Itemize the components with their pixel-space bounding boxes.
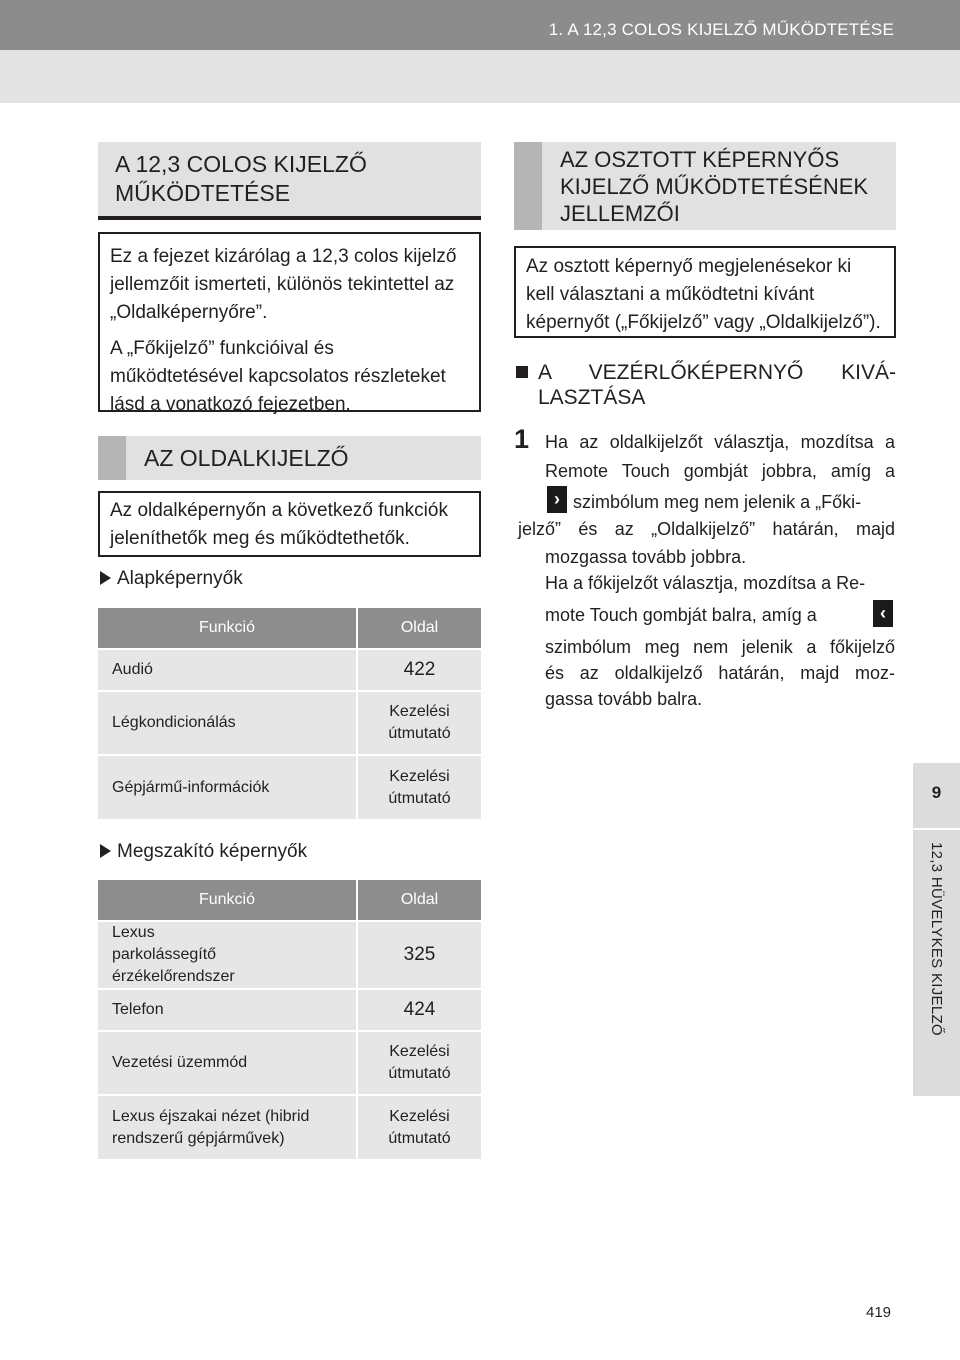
step-line: Remote Touch gombját jobbra, amíg a [545,461,895,481]
table-cell-page: Kezelési útmutató [357,755,481,819]
triangle-bullet-icon [100,571,111,585]
header-bar [0,0,960,50]
page-number: 419 [866,1304,892,1321]
table-cell-function: Légkondicionálás [98,691,357,755]
table-cell-function: Gépjármű-információk [98,755,357,819]
side-display-text: Az oldalképernyőn a következő funkciók jeleníthetők meg és működtethetők. [110,500,448,549]
basic-screens-table [98,608,481,819]
step-line: mote Touch gombját balra, amíg a [545,605,817,625]
chapter-label: 12,3 HÜVELYKES KIJELZŐ [928,842,945,1036]
table-row [98,649,481,691]
step-line: Ha az oldalkijelzőt választja, mozdítsa a [545,432,895,452]
step-line: jelző” és az „Oldalkijelző” határán, majd [518,519,895,539]
step-line: gassa tovább balra. [545,689,703,709]
table-cell-function: Lexus éjszakai nézet (hibrid rendszerű gépjárművek) [98,1095,357,1159]
step-1-text [518,428,895,712]
intro-box [98,232,481,415]
heading-tab [514,142,542,230]
bullet-text: Megszakító képernyők [117,841,308,862]
interrupt-screens-table [98,880,481,1159]
heading-tab [98,436,126,480]
right-chevron-symbol-icon: › [547,486,567,513]
step-line: és az oldalkijelző határán, majd moz- [545,663,895,683]
step-line: szimbólum meg nem jelenik a „Főki- [573,492,862,512]
chapter-label-tab [913,830,960,1096]
square-bullet-icon [516,366,528,378]
side-display-box [98,491,481,557]
table-row [98,921,481,989]
table-row [98,691,481,755]
table-header-function: Funkció [98,880,357,921]
section-heading-side-display [98,436,481,480]
subheading-select-control-screen [516,358,896,388]
split-screen-text: Az osztott képernyő megjelenésekor ki kell választani a működtetni kívánt képernyőt („Főkijelző” vagy „Oldalkijelző”). [526,256,881,333]
left-chevron-symbol-icon: ‹ [873,600,893,627]
bullet-text: Alapképernyők [117,568,243,589]
section-heading-line: AZ OSZTOTT KÉPERNYŐS [560,147,840,172]
table-cell-page: Kezelési útmutató [357,1031,481,1095]
intro-paragraph: A „Főkijelző” funkcióival és működtetésével kapcsolatos részleteket lásd a vonatkozó fejezetben. [110,338,446,415]
section-heading-line: KIJELZŐ MŰKÖDTETÉSÉNEK [560,174,869,199]
table-header-function: Funkció [98,608,357,649]
subheading-line: LASZTÁSA [538,386,646,409]
chapter-number-tab [913,763,960,828]
table-header-page: Oldal [357,880,481,921]
table-header-page: Oldal [357,608,481,649]
section-heading-line: A 12,3 COLOS KIJELZŐ [115,151,367,177]
section-heading-display-operation [98,142,481,220]
table-cell-function: Telefon [98,989,357,1031]
table-cell-function: Lexus parkolássegítő érzékelőrendszer [98,921,357,989]
bullet-interrupt-screens [100,841,307,863]
step-line: mozgassa tovább jobbra. [545,547,747,567]
split-screen-box [514,246,896,338]
table-cell-page: Kezelési útmutató [357,691,481,755]
bullet-basic-screens [100,568,243,590]
triangle-bullet-icon [100,844,111,858]
table-cell-page: Kezelési útmutató [357,1095,481,1159]
table-cell-function: Audió [98,649,357,691]
table-cell-page: 424 [357,989,481,1031]
table-cell-page: 422 [357,649,481,691]
table-row [98,1031,481,1095]
section-heading-text: AZ OLDALKIJELZŐ [144,445,349,471]
table-cell-page: 325 [357,921,481,989]
step-line: Ha a főkijelzőt választja, mozdítsa a Re- [545,573,866,593]
chapter-number: 9 [931,783,942,802]
chapter-title: 1. A 12,3 COLOS KIJELZŐ MŰKÖDTETÉSE [548,20,894,39]
table-row [98,989,481,1031]
table-row [98,1095,481,1159]
section-heading-split-screen [514,142,896,230]
intro-paragraph: Ez a fejezet kizárólag a 12,3 colos kijelző jellemzőit ismerteti, különös tekintettel az „Oldalképernyőre”. [110,246,457,323]
step-line: szimbólum meg nem jelenik a főkijelző [545,637,895,657]
section-heading-line: MŰKÖDTETÉSE [115,180,291,206]
table-row [98,755,481,819]
subheading-line: A VEZÉRLŐKÉPERNYŐ KIVÁ- [538,361,896,384]
section-heading-line: JELLEMZŐI [560,201,680,226]
step-number: 1 [514,424,530,454]
table-cell-function: Vezetési üzemmód [98,1031,357,1095]
header-band [0,50,960,103]
